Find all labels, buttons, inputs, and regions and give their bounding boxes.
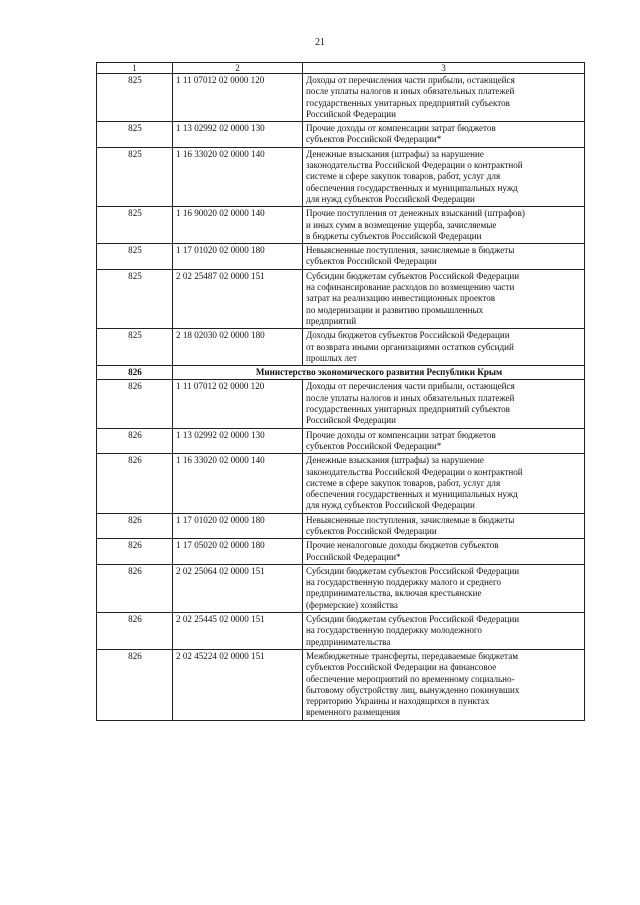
description-line: субъектов Российской Федерации [306,256,437,267]
description-line: Доходы бюджетов субъектов Российской Федерации [306,330,510,341]
table-row [97,613,585,650]
description-line: Прочие доходы от компенсации затрат бюджетов [306,429,496,440]
table-row [97,74,585,122]
description-line: законодательства Российской Федерации о контрактной [306,160,523,171]
budget-code-cell: 1 13 02992 02 0000 130 [173,428,303,454]
description-line: (фермерские) хозяйства [306,599,398,610]
description-line: Российской Федерации [306,415,397,426]
table-row [97,428,585,454]
description-line: Денежные взыскания (штрафы) за нарушение [306,455,484,466]
table-row [97,564,585,612]
table-row [97,454,585,513]
table-row [97,513,585,539]
description-line: Российской Федерации* [306,551,401,562]
description-line: государственных унитарных предприятий субъектов [306,97,510,108]
description-line: субъектов Российской Федерации [306,525,437,536]
table-row [97,147,585,206]
description-line: предпринимательства, включая крестьянские [306,588,482,599]
description-line: государственных унитарных предприятий субъектов [306,404,510,415]
description-line: для нужд субъектов Российской Федерации [306,193,475,204]
description-line: на государственную поддержку молодежного [306,625,482,636]
description-cell [303,207,585,244]
page-number: 21 [315,37,325,48]
description-line: Прочие неналоговые доходы бюджетов субъектов [306,540,499,551]
description-line: обеспечение мероприятий по временному социально- [306,673,515,684]
description-cell [303,564,585,612]
revenue-codes-table [96,62,585,721]
description-line: от возврата иными организациями остатков субсидий [306,341,514,352]
description-cell [303,380,585,428]
description-line: обеспечения государственных и муниципальных нужд [306,489,518,500]
table-row [97,649,585,720]
description-line: Прочие доходы от компенсации затрат бюджетов [306,123,496,134]
description-line: Межбюджетные трансферты, передаваемые бюджетам [306,650,518,661]
budget-code-cell: 2 02 25064 02 0000 151 [173,564,303,612]
budget-code-cell: 2 18 02030 02 0000 180 [173,329,303,366]
description-cell [303,244,585,270]
description-line: прошлых лет [306,352,357,363]
budget-code-cell: 1 11 07012 02 0000 120 [173,74,303,122]
admin-code-cell: 825 [97,74,173,122]
admin-code-cell: 826 [97,564,173,612]
description-line: обеспечения государственных и муниципальных нужд [306,182,518,193]
budget-code-cell: 1 17 01020 02 0000 180 [173,513,303,539]
description-cell [303,649,585,720]
admin-code-cell: 825 [97,269,173,328]
table-row [97,207,585,244]
budget-code-cell: 1 11 07012 02 0000 120 [173,380,303,428]
description-line: Прочие поступления от денежных взысканий (штрафов) [306,208,525,219]
description-line: для нужд субъектов Российской Федерации [306,500,475,511]
description-line: системе в сфере закупок товаров, работ, услуг для [306,171,501,182]
admin-code-cell: 826 [97,513,173,539]
description-line: территорию Украины и находящихся в пунктах [306,696,490,707]
description-line: Доходы от перечисления части прибыли, остающейся [306,75,515,85]
description-line: Российской Федерации [306,108,397,119]
description-cell [303,122,585,148]
table-row [97,122,585,148]
description-cell [303,613,585,650]
description-cell [303,428,585,454]
budget-code-cell: 1 16 33020 02 0000 140 [173,147,303,206]
description-line: предпринимательства [306,636,391,647]
description-line: субъектов Российской Федерации* [306,440,442,451]
budget-code-cell: 2 02 25487 02 0000 151 [173,269,303,328]
description-line: временного размещения [306,707,401,718]
description-line: системе в сфере закупок товаров, работ, услуг для [306,477,501,488]
description-cell [303,513,585,539]
description-line: на государственную поддержку малого и среднего [306,577,502,588]
budget-code-cell: 1 17 05020 02 0000 180 [173,539,303,565]
admin-code-cell: 825 [97,329,173,366]
column-header: 1 [97,63,173,74]
description-line: и иных сумм в возмещение ущерба, зачисляемые [306,219,497,230]
description-line: Субсидии бюджетам субъектов Российской Федерации [306,565,520,576]
table-row [97,380,585,428]
description-line: по модернизации и развитию промышленных [306,304,484,315]
description-cell [303,539,585,565]
description-line: в бюджеты субъектов Российской Федерации [306,230,482,241]
description-line: предприятий [306,315,357,326]
table-row [97,329,585,366]
budget-code-cell: 1 13 02992 02 0000 130 [173,122,303,148]
description-cell [303,74,585,122]
column-header: 3 [303,63,585,74]
admin-code-cell: 826 [97,649,173,720]
description-line: Субсидии бюджетам субъектов Российской Федерации [306,614,520,625]
admin-code-cell: 826 [97,366,173,380]
description-cell [303,147,585,206]
description-line: субъектов Российской Федерации* [306,134,442,145]
description-line: на софинансирование расходов по возмещению части [306,282,515,293]
admin-code-cell: 826 [97,380,173,428]
description-cell [303,454,585,513]
budget-code-cell: 1 16 33020 02 0000 140 [173,454,303,513]
table-header-row [97,63,585,74]
description-line: Денежные взыскания (штрафы) за нарушение [306,148,484,159]
admin-code-cell: 826 [97,613,173,650]
budget-code-cell: 1 16 90020 02 0000 140 [173,207,303,244]
column-header: 2 [173,63,303,74]
table-row [97,244,585,270]
description-line: после уплаты налогов и иных обязательных платежей [306,392,515,403]
admin-code-cell: 825 [97,122,173,148]
description-cell [303,269,585,328]
budget-code-cell: 2 02 45224 02 0000 151 [173,649,303,720]
description-line: Невыясненные поступления, зачисляемые в бюджеты [306,245,515,256]
description-line: бытовому обустройству лиц, вынужденно покинувших [306,684,520,695]
budget-code-cell: 1 17 01020 02 0000 180 [173,244,303,270]
admin-code-cell: 826 [97,539,173,565]
description-line: затрат на реализацию инвестиционных проектов [306,293,496,304]
admin-code-cell: 825 [97,207,173,244]
admin-code-cell: 826 [97,454,173,513]
description-line: субъектов Российской Федерации на финансовое [306,662,497,673]
table-body [97,63,585,721]
description-line: законодательства Российской Федерации о контрактной [306,466,523,477]
description-line: Доходы от перечисления части прибыли, остающейся [306,381,515,392]
description-line: Субсидии бюджетам субъектов Российской Федерации [306,270,520,281]
admin-code-cell: 826 [97,428,173,454]
table-row [97,269,585,328]
admin-code-cell: 825 [97,244,173,270]
section-header-row [97,366,585,380]
admin-code-cell: 825 [97,147,173,206]
description-line: Невыясненные поступления, зачисляемые в бюджеты [306,514,515,525]
description-line: после уплаты налогов и иных обязательных платежей [306,86,515,97]
table-row [97,539,585,565]
description-cell [303,329,585,366]
section-title: Министерство экономического развития Республики Крым [173,366,585,380]
budget-code-cell: 2 02 25445 02 0000 151 [173,613,303,650]
